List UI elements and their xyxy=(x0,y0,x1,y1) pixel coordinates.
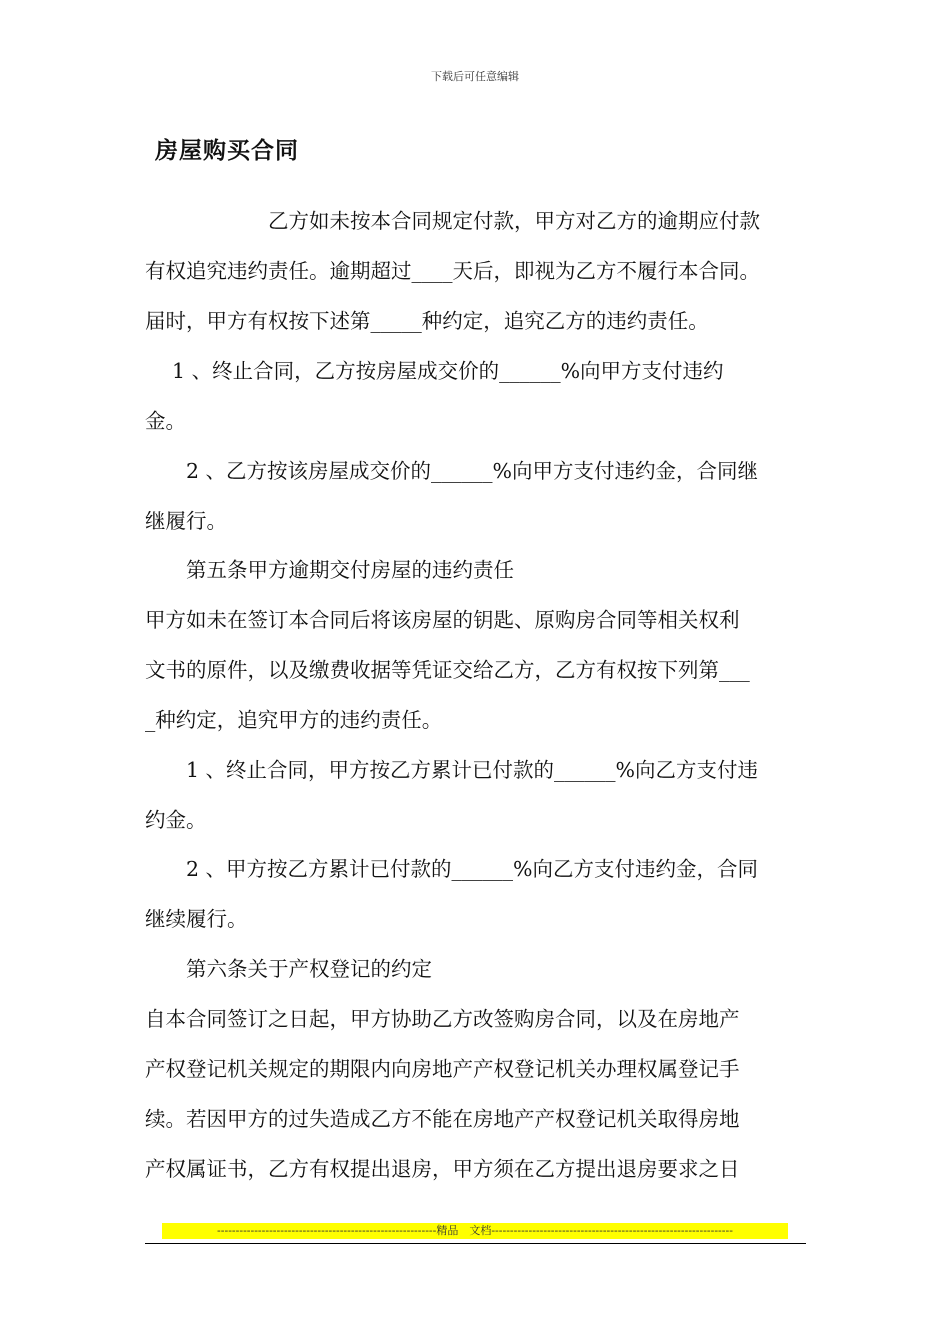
body-line-18: 产权登记机关规定的期限内向房地产产权登记机关办理权属登记手 xyxy=(145,1057,740,1081)
body-line-4: 1 、终止合同，乙方按房屋成交价的______%向甲方支付违约 xyxy=(145,359,724,383)
body-line-15: 继续履行。 xyxy=(145,907,248,931)
body-line-1: 乙方如未按本合同规定付款，甲方对乙方的逾期应付款 xyxy=(145,209,760,233)
section-heading-five: 第五条甲方逾期交付房屋的违约责任 xyxy=(145,558,514,582)
body-line-7: 继履行。 xyxy=(145,509,227,533)
document-title: 房屋购买合同 xyxy=(155,138,299,164)
header-note: 下载后可任意编辑 xyxy=(431,70,519,83)
body-line-14: 2 、甲方按乙方累计已付款的______%向乙方支付违约金，合同 xyxy=(145,857,759,881)
footer-divider xyxy=(145,1243,806,1244)
body-line-17: 自本合同签订之日起，甲方协助乙方改签购房合同，以及在房地产 xyxy=(145,1007,740,1031)
body-line-5: 金。 xyxy=(145,409,186,433)
body-line-3: 届时，甲方有权按下述第_____种约定，追究乙方的违约责任。 xyxy=(145,309,709,333)
body-line-20: 产权属证书，乙方有权提出退房，甲方须在乙方提出退房要求之日 xyxy=(145,1157,740,1181)
body-line-19: 续。若因甲方的过失造成乙方不能在房地产产权登记机关取得房地 xyxy=(145,1107,740,1131)
body-line-12: 1 、终止合同，甲方按乙方累计已付款的______%向乙方支付违 xyxy=(145,758,759,782)
body-line-6: 2 、乙方按该房屋成交价的______%向甲方支付违约金，合同继 xyxy=(145,459,759,483)
body-line-9: 甲方如未在签订本合同后将该房屋的钥匙、原购房合同等相关权利 xyxy=(145,608,740,632)
body-line-11: _种约定，追究甲方的违约责任。 xyxy=(145,708,443,732)
body-line-10: 文书的原件，以及缴费收据等凭证交给乙方，乙方有权按下列第___ xyxy=(145,658,750,682)
footer-watermark-band: -----------------------------------------------------------精品 文档----------------------------------------------------------------- xyxy=(162,1223,788,1239)
section-heading-six: 第六条关于产权登记的约定 xyxy=(145,957,432,981)
body-line-13: 约金。 xyxy=(145,808,207,832)
body-line-2: 有权追究违约责任。逾期超过____天后，即视为乙方不履行本合同。 xyxy=(145,259,760,283)
